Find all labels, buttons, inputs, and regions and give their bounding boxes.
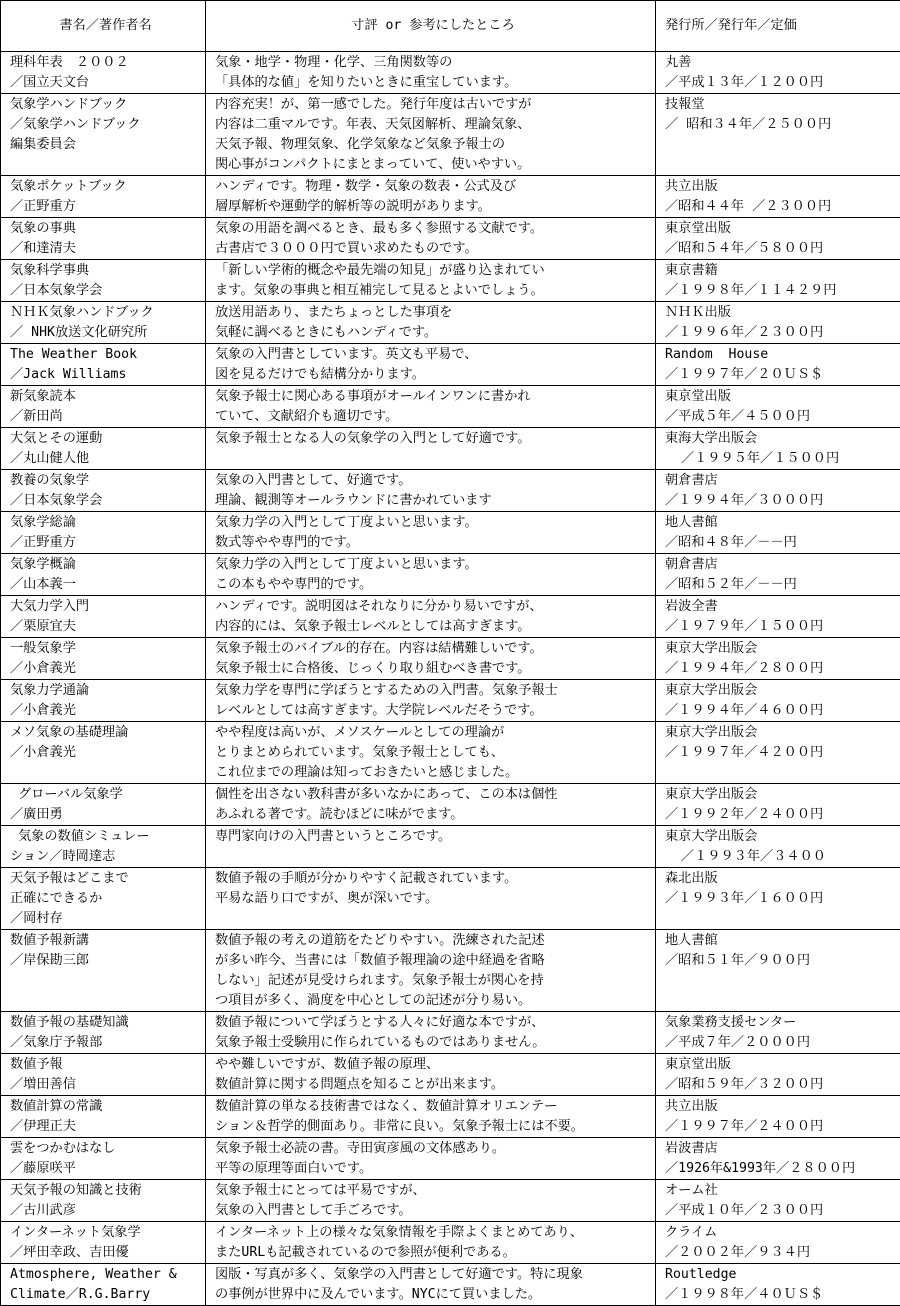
book-title-cell: 数値予報新講 ／岸保勘三郎 (1, 930, 206, 1012)
book-title-cell: Atmosphere, Weather & Climate／R.G.Barry (1, 1264, 206, 1306)
book-title-cell: 気象の数値シミュレー ション／時岡達志 (1, 826, 206, 868)
publisher-cell: 気象業務支援センター ／平成７年／２０００円 (656, 1012, 900, 1054)
publisher-cell: 東京大学出版会 ／１９９２年／２４００円 (656, 784, 900, 826)
table-row (1, 94, 900, 176)
publisher-cell: 森北出版 ／１９９３年／１６００円 (656, 868, 900, 930)
comment-cell: 数値予報の考えの道筋をたどりやすい。洗練された記述 が多い昨今、当書には「数値予報理論の途中経過を省略 しない」記述が見受けられます。気象予報士が関心を持 つ項目が多く、渦度を中心としての記述が分り易い。 (206, 930, 656, 1012)
publisher-cell: 朝倉書店 ／昭和５２年／－－円 (656, 554, 900, 596)
table-row (1, 722, 900, 784)
book-title-cell: メソ気象の基礎理論 ／小倉義光 (1, 722, 206, 784)
book-title-cell: 気象ポケットブック ／正野重方 (1, 176, 206, 218)
comment-cell: 放送用語あり、またちょっとした事項を 気軽に調べるときにもハンディです。 (206, 302, 656, 344)
comment-cell: やや程度は高いが、メソスケールとしての理論が とりまとめられています。気象予報士としても、 これ位までの理論は知っておきたいと感じました。 (206, 722, 656, 784)
comment-cell: 気象予報士となる人の気象学の入門として好適です。 (206, 428, 656, 470)
publisher-cell: 東京大学出版会 ／１９９４年／２８００円 (656, 638, 900, 680)
table-row (1, 428, 900, 470)
table-row (1, 344, 900, 386)
book-title-cell: 気象力学通論 ／小倉義光 (1, 680, 206, 722)
table-row (1, 470, 900, 512)
publisher-cell: 東京大学出版会 ／１９９７年／４２００円 (656, 722, 900, 784)
book-title-cell: 新気象読本 ／新田尚 (1, 386, 206, 428)
table-row (1, 260, 900, 302)
publisher-cell: ＮＨＫ出版 ／１９９６年／２３００円 (656, 302, 900, 344)
table-row (1, 1222, 900, 1264)
table-row (1, 512, 900, 554)
comment-cell: 「新しい学術的概念や最先端の知見」が盛り込まれてい ます。気象の事典と相互補完して見るとよいでしょう。 (206, 260, 656, 302)
table-row (1, 1264, 900, 1306)
table-row (1, 784, 900, 826)
table-row (1, 638, 900, 680)
book-title-cell: 理科年表 ２００２ ／国立天文台 (1, 52, 206, 94)
book-title-cell: 天気予報の知識と技術 ／古川武彦 (1, 1180, 206, 1222)
book-title-cell: 数値予報の基礎知識 ／気象庁予報部 (1, 1012, 206, 1054)
table-row (1, 554, 900, 596)
book-title-cell: 気象学概論 ／山本義一 (1, 554, 206, 596)
publisher-cell: 東京堂出版 ／平成５年／４５００円 (656, 386, 900, 428)
publisher-cell: 丸善 ／平成１３年／１２００円 (656, 52, 900, 94)
book-title-cell: 一般気象学 ／小倉義光 (1, 638, 206, 680)
comment-cell: 気象の用語を調べるとき、最も多く参照する文献です。 古書店で３０００円で買い求めたものです。 (206, 218, 656, 260)
comment-cell: 気象・地学・物理・化学、三角関数等の 「具体的な値」を知りたいときに重宝しています。 (206, 52, 656, 94)
comment-cell: ハンディです。物理・数学・気象の数表・公式及び 層厚解析や運動学的解析等の説明があります。 (206, 176, 656, 218)
book-title-cell: 大気力学入門 ／栗原宜夫 (1, 596, 206, 638)
table-row (1, 826, 900, 868)
table-row (1, 1180, 900, 1222)
comment-cell: 気象の入門書として、好適です。 理論、観測等オールラウンドに書かれています (206, 470, 656, 512)
book-title-cell: 気象学ハンドブック ／気象学ハンドブック 編集委員会 (1, 94, 206, 176)
book-title-cell: 気象の事典 ／和達清夫 (1, 218, 206, 260)
book-title-cell: 気象科学事典 ／日本気象学会 (1, 260, 206, 302)
table-row (1, 1054, 900, 1096)
publisher-cell: 東京大学出版会 ／１９９３年／３４００ (656, 826, 900, 868)
book-title-cell: 雲をつかむはなし ／藤原咲平 (1, 1138, 206, 1180)
table-row (1, 302, 900, 344)
table-row (1, 596, 900, 638)
comment-cell: 気象予報士に関心ある事項がオールインワンに書かれ ていて、文献紹介も適切です。 (206, 386, 656, 428)
table-row (1, 1138, 900, 1180)
publisher-cell: 東京堂出版 ／昭和５４年／５８００円 (656, 218, 900, 260)
book-title-cell: 教養の気象学 ／日本気象学会 (1, 470, 206, 512)
comment-cell: 数値計算の単なる技術書ではなく、数値計算オリエンテー ション＆哲学的側面あり。非常に良い。気象予報士には不要。 (206, 1096, 656, 1138)
publisher-cell: 共立出版 ／昭和４４年 ／２３００円 (656, 176, 900, 218)
publisher-cell: 岩波書店 ／1926年&1993年／２８００円 (656, 1138, 900, 1180)
book-title-cell: インターネット気象学 ／坪田幸政、吉田優 (1, 1222, 206, 1264)
comment-cell: 気象予報士必読の書。寺田寅彦風の文体感あり。 平等の原理等面白いです。 (206, 1138, 656, 1180)
comment-cell: 図版・写真が多く、気象学の入門書として好適です。特に現象 の事例が世界中に及んでいます。NYCにて買いました。 (206, 1264, 656, 1306)
publisher-cell: Random House ／１９９７年／２０ＵＳ＄ (656, 344, 900, 386)
publisher-cell: 岩波全書 ／１９７９年／１５００円 (656, 596, 900, 638)
comment-cell: 気象力学の入門として丁度よいと思います。 この本もやや専門的です。 (206, 554, 656, 596)
table-row (1, 218, 900, 260)
book-title-cell: ＮＨＫ気象ハンドブック ／ NHK放送文化研究所 (1, 302, 206, 344)
table-row (1, 386, 900, 428)
comment-cell: ハンディです。説明図はそれなりに分かり易いですが、 内容的には、気象予報士レベルとしては高すぎます。 (206, 596, 656, 638)
book-title-cell: The Weather Book ／Jack Williams (1, 344, 206, 386)
publisher-cell: Routledge ／１９９８年／４０ＵＳ＄ (656, 1264, 900, 1306)
publisher-cell: 東京書籍 ／１９９８年／１１４２９円 (656, 260, 900, 302)
comment-cell: 気象予報士のバイブル的存在。内容は結構難しいです。 気象予報士に合格後、じっくり取り組むべき書です。 (206, 638, 656, 680)
publisher-cell: 地人書館 ／昭和５１年／９００円 (656, 930, 900, 1012)
table-row (1, 868, 900, 930)
publisher-cell: 共立出版 ／１９９７年／２４００円 (656, 1096, 900, 1138)
comment-cell: 内容充実！が、第一感でした。発行年度は古いですが 内容は二重マルです。年表、天気図解析、理論気象、 天気予報、物理気象、化学気象など気象予報士の 関心事がコンパクトにまとまっていて、使いやすい。 (206, 94, 656, 176)
book-title-cell: 数値予報 ／増田善信 (1, 1054, 206, 1096)
header-comment: 寸評 or 参考にしたところ (206, 1, 656, 52)
book-title-cell: 天気予報はどこまで 正確にできるか ／岡村存 (1, 868, 206, 930)
publisher-cell: 朝倉書店 ／１９９４年／３０００円 (656, 470, 900, 512)
table-row (1, 1012, 900, 1054)
comment-cell: 気象力学を専門に学ぼうとするための入門書。気象予報士 レベルとしては高すぎます。大学院レベルだそうです。 (206, 680, 656, 722)
book-title-cell: グローバル気象学 ／廣田勇 (1, 784, 206, 826)
publisher-cell: 東京堂出版 ／昭和５９年／３２００円 (656, 1054, 900, 1096)
comment-cell: 個性を出さない教科書が多いなかにあって、この本は個性 あふれる著です。読むほどに味がでます。 (206, 784, 656, 826)
comment-cell: やや難しいですが、数値予報の原理、 数値計算に関する問題点を知ることが出来ます。 (206, 1054, 656, 1096)
book-title-cell: 数値計算の常識 ／伊理正夫 (1, 1096, 206, 1138)
comment-cell: 気象力学の入門として丁度よいと思います。 数式等やや専門的です。 (206, 512, 656, 554)
publisher-cell: 技報堂 ／ 昭和３４年／２５００円 (656, 94, 900, 176)
header-publisher: 発行所／発行年／定価 (656, 1, 900, 52)
comment-cell: 数値予報の手順が分かりやすく記載されています。 平易な語り口ですが、奥が深いです。 (206, 868, 656, 930)
comment-cell: インターネット上の様々な気象情報を手際よくまとめてあり、 またURLも記載されているので参照が便利である。 (206, 1222, 656, 1264)
table-row (1, 930, 900, 1012)
comment-cell: 専門家向けの入門書というところです。 (206, 826, 656, 868)
publisher-cell: クライム ／２００２年／９３４円 (656, 1222, 900, 1264)
publisher-cell: 東海大学出版会 ／１９９５年／１５００円 (656, 428, 900, 470)
publisher-cell: 東京大学出版会 ／１９９４年／４６００円 (656, 680, 900, 722)
header-title-author: 書名／著作者名 (1, 1, 206, 52)
comment-cell: 気象の入門書としています。英文も平易で、 図を見るだけでも結構分かります。 (206, 344, 656, 386)
book-title-cell: 大気とその運動 ／丸山健人他 (1, 428, 206, 470)
header-row (1, 1, 900, 52)
table-row (1, 52, 900, 94)
comment-cell: 気象予報士にとっては平易ですが、 気象の入門書として手ごろです。 (206, 1180, 656, 1222)
publisher-cell: オーム社 ／平成１０年／２３００円 (656, 1180, 900, 1222)
comment-cell: 数値予報について学ぼうとする人々に好適な本ですが、 気象予報士受験用に作られているものではありません。 (206, 1012, 656, 1054)
table-row (1, 680, 900, 722)
publisher-cell: 地人書館 ／昭和４８年／－－円 (656, 512, 900, 554)
table-row (1, 1096, 900, 1138)
table-row (1, 176, 900, 218)
book-title-cell: 気象学総論 ／正野重方 (1, 512, 206, 554)
